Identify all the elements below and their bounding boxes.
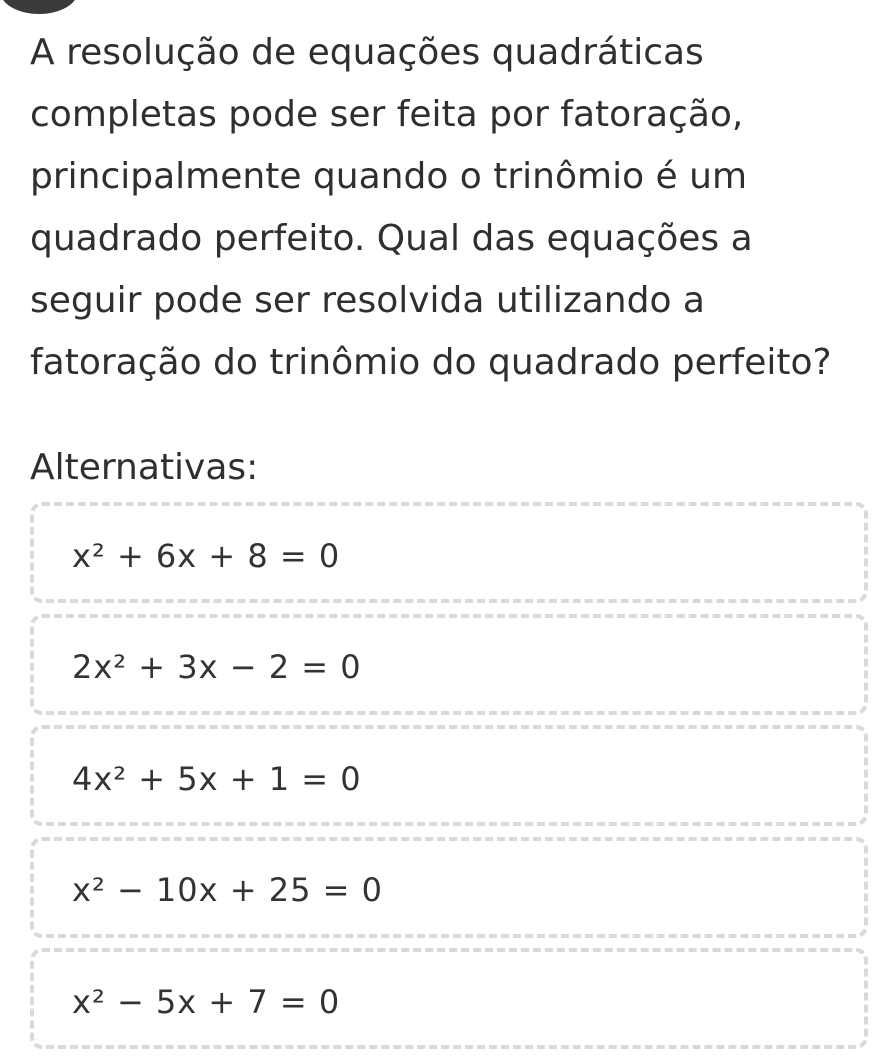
avatar bbox=[0, 0, 78, 14]
alternatives-list bbox=[30, 502, 868, 1060]
alternative-option-5[interactable] bbox=[30, 948, 868, 1049]
alternative-equation: x² − 5x + 7 = 0 bbox=[72, 982, 341, 1021]
alternative-equation: x² + 6x + 8 = 0 bbox=[72, 536, 341, 575]
alternative-equation: 2x² + 3x − 2 = 0 bbox=[72, 648, 362, 687]
question-text: A resolução de equações quadráticas completas pode ser feita por fatoração, principalmente quando o trinômio é um quadrado perfeito. Qual das equações a seguir pode ser resolvida utilizando a fatoração do trinômio do quadrado perfeito? bbox=[30, 32, 832, 383]
alternative-equation: x² − 10x + 25 = 0 bbox=[72, 871, 383, 910]
alternative-option-1[interactable] bbox=[30, 502, 868, 603]
alternatives-label: Alternativas: bbox=[30, 447, 259, 488]
alternative-option-3[interactable] bbox=[30, 725, 868, 826]
alternative-option-4[interactable] bbox=[30, 837, 868, 938]
alternative-equation: 4x² + 5x + 1 = 0 bbox=[72, 759, 362, 798]
alternative-option-2[interactable] bbox=[30, 614, 868, 715]
